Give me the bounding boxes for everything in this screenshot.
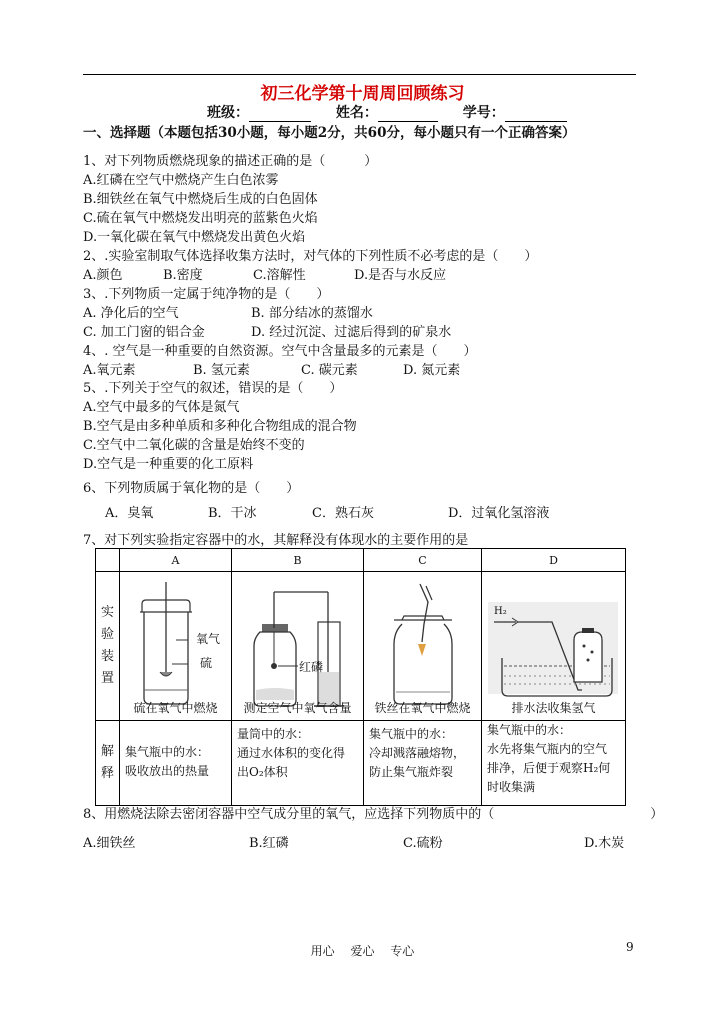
q3-option-d[interactable]: D. 经过沉淀、过滤后得到的矿泉水 bbox=[251, 325, 452, 340]
column-b-header: B bbox=[232, 549, 364, 572]
explanation-d-line-4: 时收集满 bbox=[487, 780, 536, 794]
q4-option-a[interactable]: A.氧元素 bbox=[83, 363, 136, 378]
class-blank[interactable] bbox=[249, 107, 311, 122]
caption-d: 排水法收集氢气 bbox=[511, 701, 596, 715]
q4-option-b[interactable]: B. 氢元素 bbox=[193, 363, 250, 378]
explanation-b-line-1: 量筒中的水： bbox=[237, 727, 310, 741]
table-header-row bbox=[96, 549, 626, 572]
q1-stem: 1、对下列物质燃烧现象的描述正确的是（ ） bbox=[83, 154, 378, 169]
table-row-apparatus bbox=[96, 572, 626, 721]
phosphorus-oxygen-diagram bbox=[232, 572, 364, 720]
explanation-a-line-2: 吸收放出的热量 bbox=[125, 764, 210, 778]
q1-option-d[interactable]: D.一氧化碳在氧气中燃烧发出黄色火焰 bbox=[83, 230, 306, 245]
q5-option-c[interactable]: C.空气中二氧化碳的含量是始终不变的 bbox=[83, 438, 305, 453]
explanation-d-line-3: 排净，后便于观察H₂何 bbox=[487, 761, 611, 775]
q6-option-a[interactable]: A．臭氧 bbox=[105, 506, 154, 521]
q6-option-d[interactable]: D．过氧化氢溶液 bbox=[448, 506, 550, 521]
q2-option-d[interactable]: D.是否与水反应 bbox=[354, 268, 447, 283]
row-label-apparatus bbox=[96, 572, 120, 721]
row-label-apparatus-text: 实验装置 bbox=[100, 605, 114, 686]
iron-wire-diagram bbox=[364, 572, 482, 720]
q1-option-a[interactable]: A.红磷在空气中燃烧产生白色浓雾 bbox=[83, 173, 279, 188]
column-c-header: C bbox=[364, 549, 482, 572]
explanation-a bbox=[120, 721, 232, 806]
explanation-c-line-1: 集气瓶中的水： bbox=[369, 727, 454, 741]
q3-stem: 3、.下列物质一定属于纯净物的是（ ） bbox=[83, 287, 330, 302]
experiment-table bbox=[95, 548, 626, 806]
q4-stem: 4、. 空气是一种重要的自然资源。空气中含量最多的元素是（ ） bbox=[83, 344, 477, 359]
q3-option-b[interactable]: B. 部分结冰的蒸馏水 bbox=[251, 306, 373, 321]
name-label: 姓名： bbox=[335, 105, 378, 121]
column-a-header: A bbox=[120, 549, 232, 572]
q1-option-b[interactable]: B.细铁丝在氧气中燃烧后生成的白色固体 bbox=[83, 192, 318, 207]
caption-a: 硫在氧气中燃烧 bbox=[133, 701, 218, 715]
explanation-c bbox=[364, 721, 482, 806]
explanation-c-line-3: 防止集气瓶炸裂 bbox=[369, 765, 454, 779]
row-label-explanation bbox=[96, 721, 120, 806]
explanation-b bbox=[232, 721, 364, 806]
row-label-explanation-text: 解释 bbox=[100, 744, 114, 781]
student-info-line bbox=[207, 102, 567, 122]
q5-stem: 5、.下列关于空气的叙述，错误的是（ ） bbox=[83, 381, 343, 396]
q7-stem: 7、对下列实验指定容器中的水，其解释没有体现水的主要作用的是 bbox=[83, 533, 469, 548]
caption-c: 铁丝在氧气中燃烧 bbox=[374, 701, 471, 715]
name-blank[interactable] bbox=[378, 107, 438, 122]
explanation-b-line-3: 出O₂体积 bbox=[237, 765, 288, 779]
q8-option-d[interactable]: D.木炭 bbox=[584, 836, 625, 851]
explanation-a-line-1: 集气瓶中的水： bbox=[125, 745, 210, 759]
q2-option-b[interactable]: B.密度 bbox=[163, 268, 203, 283]
table-corner-cell bbox=[96, 549, 120, 572]
q5-option-a[interactable]: A.空气中最多的气体是氮气 bbox=[83, 400, 240, 415]
q5-option-b[interactable]: B.空气是由多种单质和多种化合物组成的混合物 bbox=[83, 419, 357, 434]
column-d-header: D bbox=[482, 549, 626, 572]
q3-option-c[interactable]: C. 加工门窗的铝合金 bbox=[83, 325, 205, 340]
label-h2: H₂ bbox=[494, 606, 507, 617]
q8-option-b[interactable]: B.红磷 bbox=[249, 836, 289, 851]
hydrogen-collection-diagram bbox=[482, 572, 626, 720]
q2-stem: 2、.实验室制取气体选择收集方法时，对气体的下列性质不必考虑的是（ ） bbox=[83, 249, 538, 264]
explanation-b-line-2: 通过水体积的变化得 bbox=[237, 746, 346, 760]
label-red-phosphorus: 红磷 bbox=[299, 660, 324, 674]
footer-motto: 用心 爱心 专心 bbox=[310, 944, 415, 958]
explanation-c-line-2: 冷却溅落融熔物， bbox=[369, 746, 466, 760]
q6-stem: 6、下列物质属于氧化物的是（ ） bbox=[83, 481, 300, 496]
q2-option-c[interactable]: C.溶解性 bbox=[253, 268, 306, 283]
q4-option-d[interactable]: D. 氮元素 bbox=[403, 363, 461, 378]
q8-option-a[interactable]: A.细铁丝 bbox=[83, 836, 136, 851]
q6-option-b[interactable]: B．干冰 bbox=[208, 506, 257, 521]
explanation-d bbox=[482, 721, 626, 806]
class-label: 班级： bbox=[207, 105, 249, 121]
explanation-d-line-2: 水先将集气瓶内的空气 bbox=[487, 742, 608, 756]
id-label: 学号： bbox=[462, 105, 505, 121]
page-title: 初三化学第十周周回顾练习 bbox=[260, 84, 465, 104]
page-number: 9 bbox=[626, 940, 634, 954]
label-sulfur: 硫 bbox=[200, 656, 213, 670]
label-oxygen: 氧气 bbox=[196, 632, 221, 646]
q6-option-c[interactable]: C．熟石灰 bbox=[312, 506, 374, 521]
q4-option-c[interactable]: C. 碳元素 bbox=[301, 363, 358, 378]
q8-stem: 8、用燃烧法除去密闭容器中空气成分里的氧气，应选择下列物质中的（ ） bbox=[83, 807, 664, 822]
cell-apparatus-c bbox=[364, 572, 482, 721]
explanation-d-line-1: 集气瓶中的水： bbox=[487, 723, 572, 737]
q8-option-c[interactable]: C.硫粉 bbox=[403, 836, 443, 851]
caption-b: 测定空气中氧气含量 bbox=[243, 701, 352, 715]
cell-apparatus-d bbox=[482, 572, 626, 721]
q3-option-a[interactable]: A. 净化后的空气 bbox=[83, 306, 179, 321]
header-rule bbox=[83, 74, 636, 75]
table-row-explanation bbox=[96, 721, 626, 806]
cell-apparatus-b bbox=[232, 572, 364, 721]
q5-option-d[interactable]: D.空气是一种重要的化工原料 bbox=[83, 457, 254, 472]
cell-apparatus-a bbox=[120, 572, 232, 721]
q2-option-a[interactable]: A.颜色 bbox=[83, 268, 123, 283]
section-heading: 一、选择题（本题包括30小题，每小题2分，共60分，每小题只有一个正确答案） bbox=[83, 125, 576, 141]
id-blank[interactable] bbox=[505, 107, 567, 122]
q1-option-c[interactable]: C.硫在氧气中燃烧发出明亮的蓝紫色火焰 bbox=[83, 211, 318, 226]
